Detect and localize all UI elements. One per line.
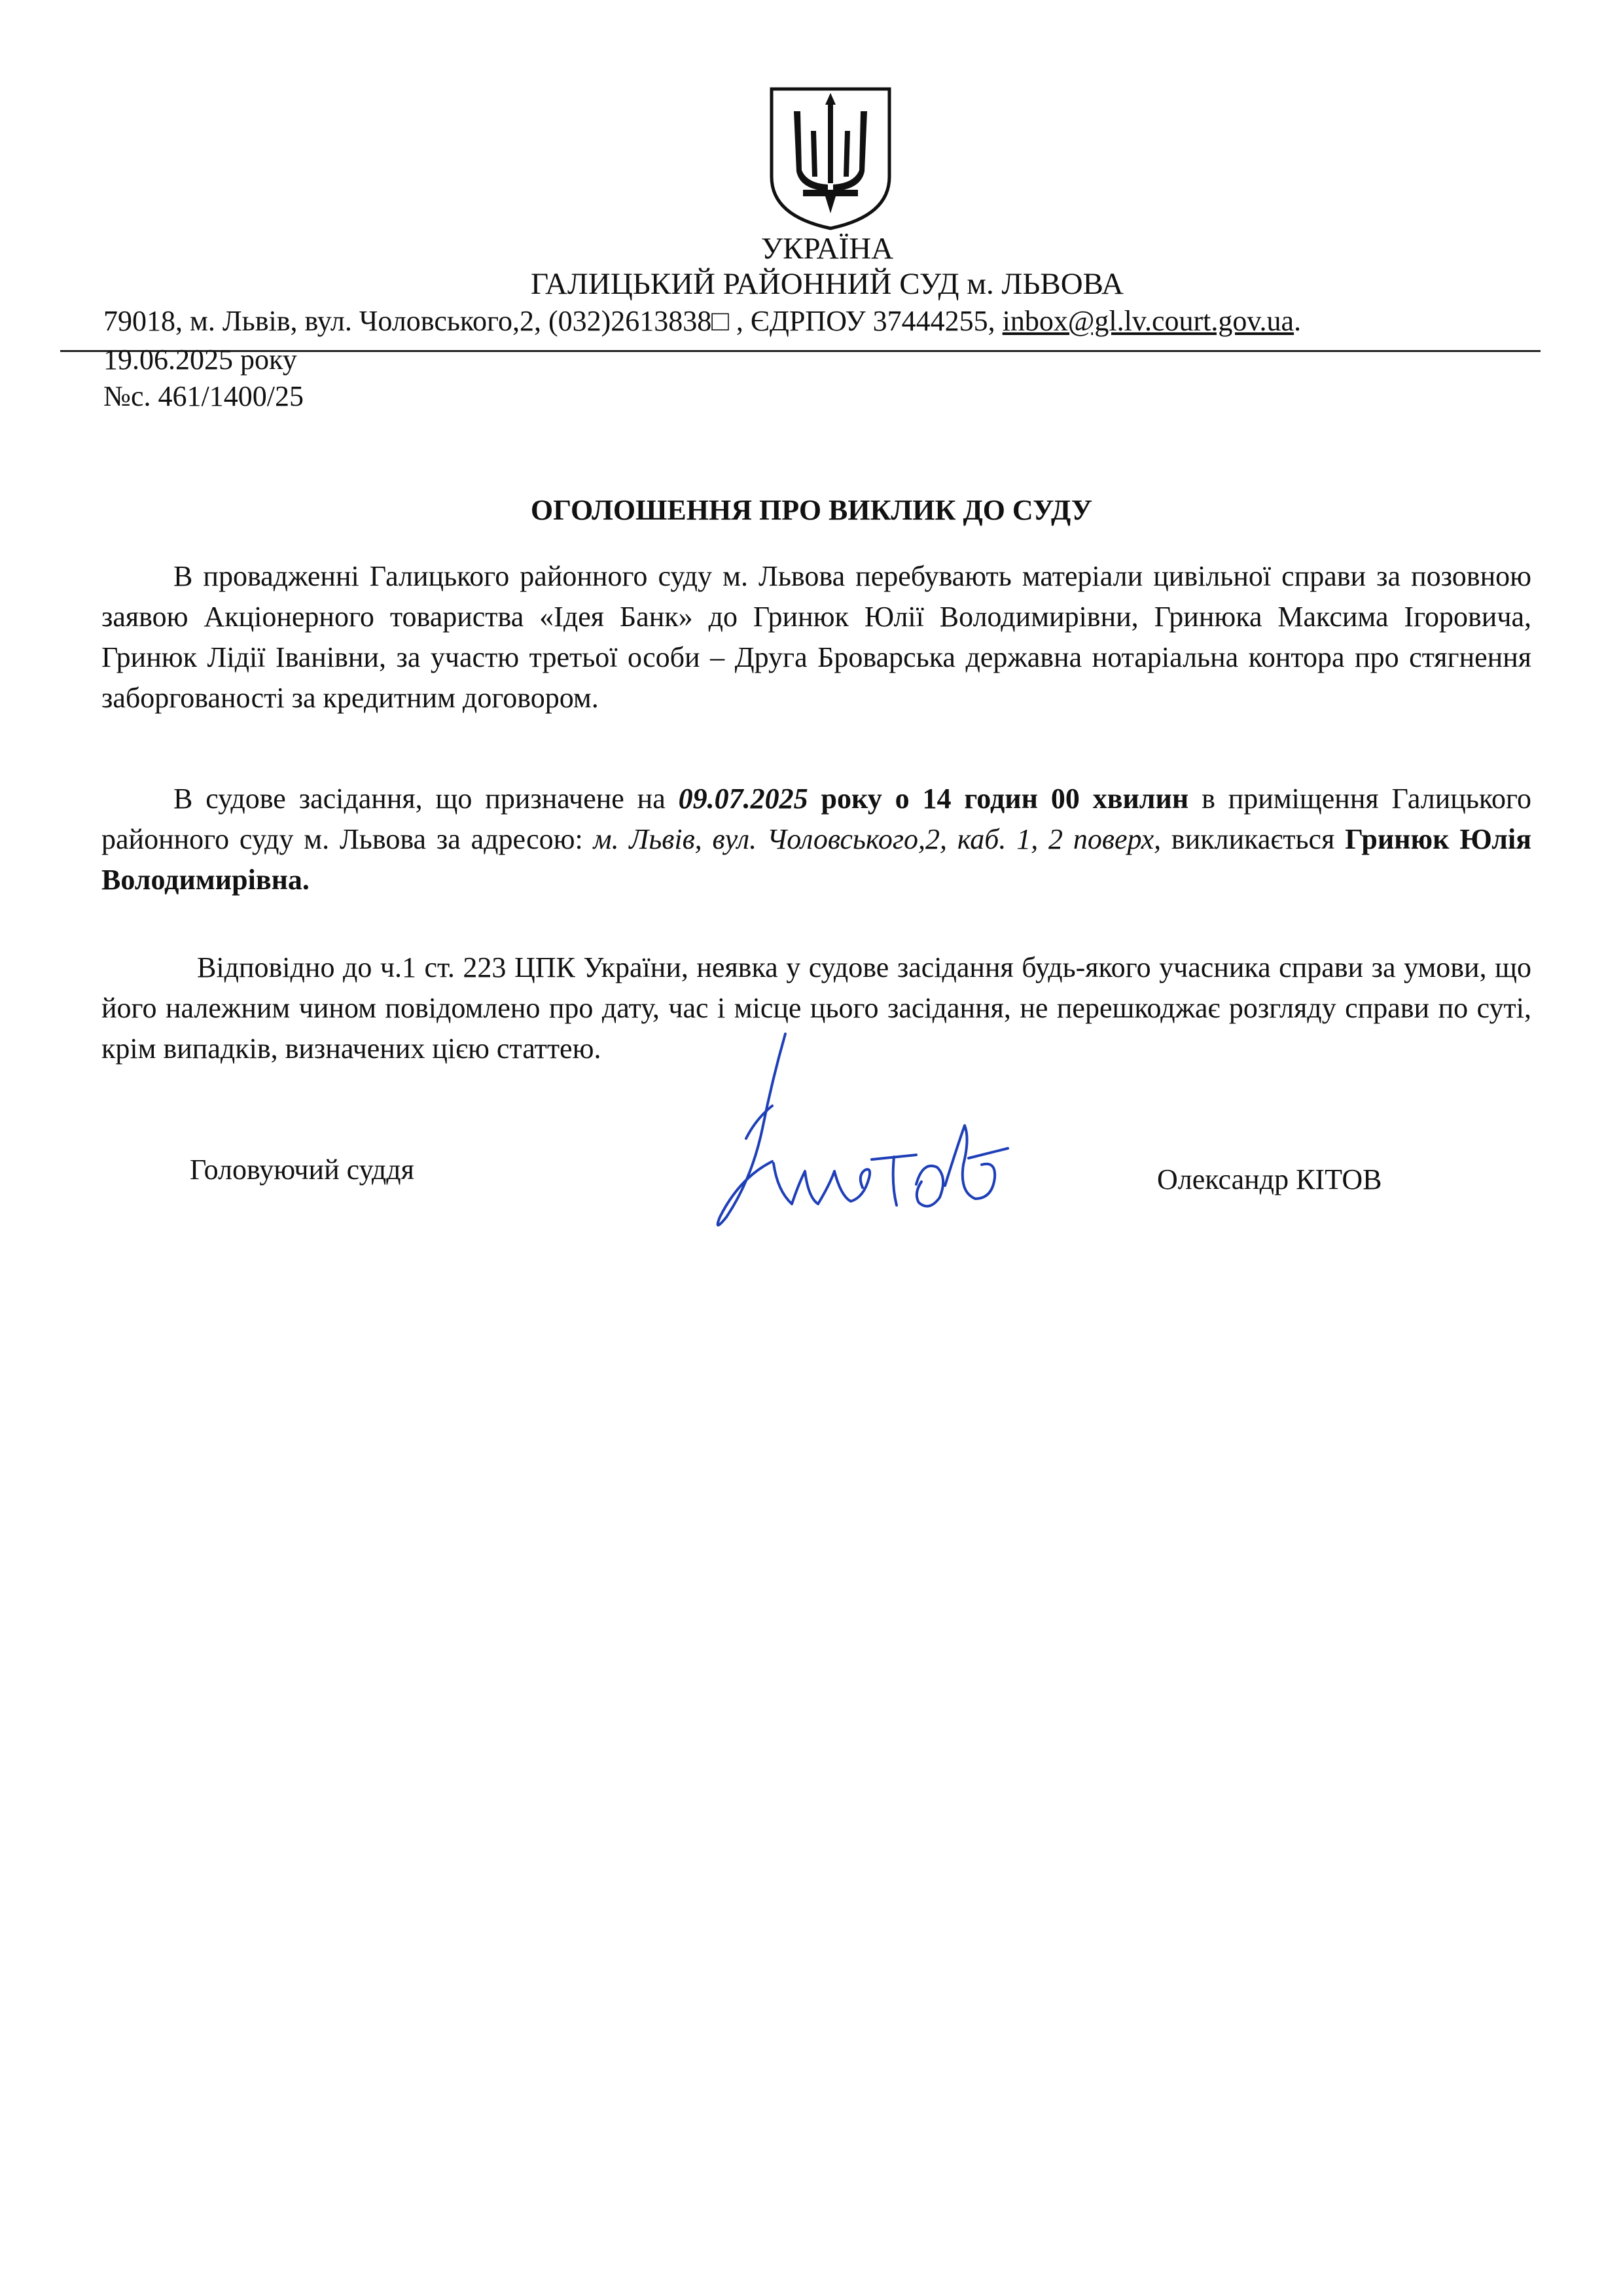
tryzub-coat-of-arms-icon [768, 85, 893, 232]
judge-role: Головуючий суддя [190, 1154, 414, 1186]
court-address-line [103, 303, 1504, 340]
court-email-link[interactable]: inbox@gl.lv.court.gov.ua [1002, 305, 1294, 337]
paragraph-hearing-summons [101, 779, 1531, 900]
hearing-date: 09.07.2025 [678, 783, 808, 815]
document-date: 19.06.2025 року [103, 344, 297, 376]
court-address: 79018, м. Львів, вул. Чоловського,2, (032)2613838□ , ЄДРПОУ 37444255, [103, 305, 1003, 337]
document-title: ОГОЛОШЕННЯ ПРО ВИКЛИК ДО СУДУ [530, 494, 1093, 526]
summons-intro: В судове засідання, що призначене на [173, 783, 679, 815]
summoned-person: Гринюк Юлія Володимирівна. [101, 823, 1531, 896]
hearing-time: року о 14 годин 00 хвилин [808, 783, 1189, 815]
hearing-address: м. Львів, вул. Чоловського,2, каб. 1, 2 поверх, [593, 823, 1162, 855]
summons-called: викликається [1161, 823, 1346, 855]
summons-mid: в приміщення Галицького районного суду м. Львова за адресою: [101, 783, 1531, 855]
judge-name: Олександр КІТОВ [1157, 1163, 1382, 1195]
court-heading: ГАЛИЦЬКИЙ РАЙОННИЙ СУД м. ЛЬВОВА [531, 267, 1124, 301]
email-suffix: . [1294, 305, 1302, 337]
case-number: №с. 461/1400/25 [103, 380, 304, 412]
country-heading: УКРАЇНА [760, 232, 894, 266]
paragraph-legal-notice: Відповідно до ч.1 ст. 223 ЦПК України, неявка у судове засідання будь-якого учасника справи за умови, що його належним чином повідомлено про дату, час і місце цього засідання, не перешкоджає розгляду справи по суті, крім випадків, визначених цією статтею. [101, 951, 1531, 1065]
paragraph-case-materials: В провадженні Галицького районного суду м. Львова перебувають матеріали цивільної справи за позовною заявою Акціонерного товариства «Ідея Банк» до Гринюк Юлії Володимирівни, Гринюка Максима Ігоровича, Гринюк Лідії Іванівни, за участю третьої особи – Друга Броварська державна нотаріальна контора про стягнення заборгованості за кредитним договором. [101, 560, 1531, 714]
handwritten-signature [700, 1021, 1027, 1243]
